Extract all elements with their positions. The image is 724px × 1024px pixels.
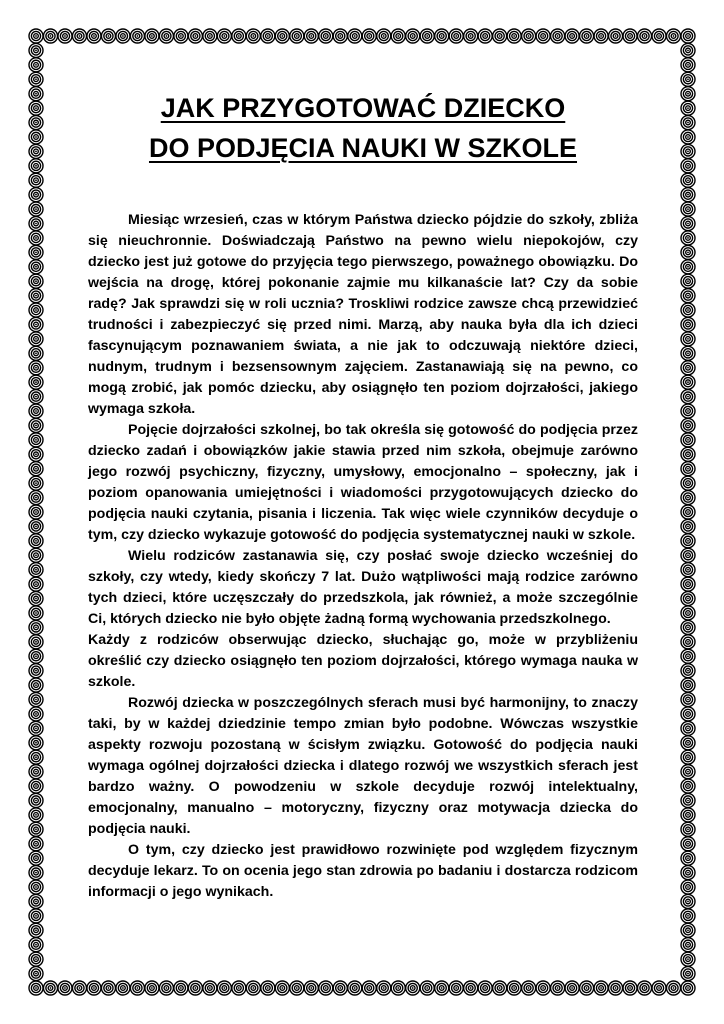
border-spiral-icon [681,793,695,807]
border-spiral-icon [609,29,623,43]
border-spiral-icon [29,534,43,548]
border-spiral-icon [609,981,623,995]
border-spiral-icon [681,130,695,144]
border-spiral-icon [435,981,449,995]
border-spiral-icon [348,981,362,995]
title-line-1: JAK PRZYGOTOWAĆ DZIECKO [160,93,566,123]
border-spiral-icon [29,894,43,908]
border-spiral-icon [29,707,43,721]
border-spiral-icon [681,938,695,952]
border-spiral-icon [667,29,681,43]
border-spiral-icon [319,981,333,995]
border-spiral-icon [87,29,101,43]
border-spiral-icon [652,981,666,995]
border-spiral-icon [29,563,43,577]
border-spiral-icon [29,793,43,807]
border-spiral-icon [377,981,391,995]
border-spiral-icon [29,592,43,606]
border-spiral-icon [29,606,43,620]
border-spiral-icon [72,29,86,43]
border-spiral-icon [29,390,43,404]
border-spiral-icon [391,981,405,995]
border-spiral-icon [681,116,695,130]
border-spiral-icon [681,721,695,735]
border-spiral-icon [681,58,695,72]
border-spiral-icon [478,29,492,43]
border-spiral-icon [29,447,43,461]
border-spiral-icon [232,29,246,43]
border-spiral-icon [43,29,57,43]
border-spiral-icon [681,260,695,274]
border-spiral-icon [29,303,43,317]
border-spiral-icon [681,101,695,115]
border-spiral-icon [681,635,695,649]
border-spiral-icon [594,29,608,43]
border-spiral-icon [261,29,275,43]
border-spiral-icon [29,245,43,259]
border-spiral-icon [29,736,43,750]
border-spiral-icon [493,981,507,995]
border-spiral-icon [29,519,43,533]
border-spiral-icon [681,736,695,750]
border-spiral-icon [681,159,695,173]
border-spiral-icon [536,981,550,995]
border-spiral-icon [145,981,159,995]
border-spiral-icon [362,29,376,43]
border-spiral-icon [29,188,43,202]
paragraph-parent-observation: Każdy z rodziców obserwując dziecko, słuchając go, może w przybliżeniu określić czy dziecko osiągnęło ten poziom dojrzałości, którego wymaga nauka w szkole. [88,632,638,690]
border-spiral-icon [29,664,43,678]
border-spiral-icon [681,909,695,923]
border-spiral-icon [681,274,695,288]
border-spiral-icon [377,29,391,43]
border-spiral-icon [87,981,101,995]
border-spiral-icon [681,29,695,43]
border-spiral-icon [681,245,695,259]
border-spiral-icon [29,87,43,101]
border-spiral-icon [29,693,43,707]
border-spiral-icon [348,29,362,43]
border-spiral-icon [29,274,43,288]
border-spiral-icon [638,981,652,995]
border-spiral-icon [29,808,43,822]
border-spiral-icon [681,375,695,389]
border-spiral-icon [681,476,695,490]
border-spiral-icon [319,29,333,43]
paragraph-early-school: Wielu rodziców zastanawia się, czy posłać swoje dziecko wcześniej do szkoły, czy wtedy, kiedy skończy 7 lat. Dużo wątpliwości mają rodzice zarówno tych dzieci, które uczęszczały do przedszkola, jak również, a może szczególnie Ci, których dziecko nie było objęte żadną formą wychowania przedszkolnego. [88,548,638,627]
border-spiral-icon [681,317,695,331]
border-spiral-icon [261,981,275,995]
border-spiral-icon [681,664,695,678]
border-spiral-icon [681,346,695,360]
border-spiral-icon [29,462,43,476]
border-spiral-icon [203,29,217,43]
border-spiral-icon [29,967,43,981]
border-spiral-icon [580,29,594,43]
border-spiral-icon [681,390,695,404]
border-spiral-icon [29,909,43,923]
border-spiral-icon [304,981,318,995]
border-spiral-icon [681,880,695,894]
border-spiral-icon [217,29,231,43]
border-spiral-icon [391,29,405,43]
border-spiral-icon [420,29,434,43]
border-spiral-icon [29,29,43,43]
border-spiral-icon [29,880,43,894]
border-spiral-icon [623,29,637,43]
border-spiral-icon [681,462,695,476]
border-spiral-icon [681,620,695,634]
border-spiral-icon [681,217,695,231]
border-spiral-icon [29,260,43,274]
border-spiral-icon [551,29,565,43]
border-spiral-icon [101,29,115,43]
border-spiral-icon [29,116,43,130]
border-spiral-icon [681,894,695,908]
border-spiral-icon [681,563,695,577]
border-spiral-icon [536,29,550,43]
page-title [88,88,638,168]
border-spiral-icon [29,58,43,72]
border-spiral-icon [652,29,666,43]
border-spiral-icon [681,548,695,562]
border-spiral-icon [681,173,695,187]
border-spiral-icon [159,981,173,995]
border-spiral-icon [681,649,695,663]
border-spiral-icon [681,491,695,505]
border-spiral-icon [493,29,507,43]
border-spiral-icon [362,981,376,995]
border-spiral-icon [522,981,536,995]
border-spiral-icon [29,418,43,432]
border-spiral-icon [29,433,43,447]
border-spiral-icon [29,361,43,375]
border-spiral-icon [681,765,695,779]
border-spiral-icon [464,981,478,995]
border-spiral-icon [29,217,43,231]
border-spiral-icon [681,779,695,793]
border-spiral-icon [623,981,637,995]
border-spiral-icon [594,981,608,995]
border-spiral-icon [29,765,43,779]
document-content [88,88,638,903]
border-spiral-icon [449,29,463,43]
border-spiral-icon [29,231,43,245]
border-spiral-icon [681,750,695,764]
border-spiral-icon [29,938,43,952]
title-line-2: DO PODJĘCIA NAUKI W SZKOLE [148,133,578,163]
border-spiral-icon [681,361,695,375]
border-spiral-icon [464,29,478,43]
border-spiral-icon [681,981,695,995]
border-spiral-icon [130,29,144,43]
border-spiral-icon [681,303,695,317]
border-spiral-icon [333,29,347,43]
border-spiral-icon [29,491,43,505]
border-spiral-icon [174,981,188,995]
border-spiral-icon [29,505,43,519]
border-spiral-icon [29,173,43,187]
paragraph-physical-development: O tym, czy dziecko jest prawidłowo rozwinięte pod względem fizycznym decyduje lekarz. To on ocenia jego stan zdrowia po badaniu i dostarcza rodzicom informacji o jego wynikach. [88,842,638,900]
border-spiral-icon [29,822,43,836]
border-spiral-icon [681,851,695,865]
border-spiral-icon [29,404,43,418]
border-spiral-icon [29,649,43,663]
border-spiral-icon [681,87,695,101]
border-spiral-icon [681,202,695,216]
border-spiral-icon [29,635,43,649]
border-spiral-icon [29,577,43,591]
border-spiral-icon [681,808,695,822]
border-spiral-icon [681,952,695,966]
border-spiral-icon [29,332,43,346]
border-spiral-icon [203,981,217,995]
border-spiral-icon [29,101,43,115]
border-spiral-icon [638,29,652,43]
border-spiral-icon [29,317,43,331]
border-spiral-icon [435,29,449,43]
border-spiral-icon [478,981,492,995]
border-spiral-icon [681,418,695,432]
border-spiral-icon [72,981,86,995]
border-spiral-icon [681,519,695,533]
border-spiral-icon [29,43,43,57]
border-spiral-icon [681,837,695,851]
border-spiral-icon [580,981,594,995]
border-spiral-icon [29,620,43,634]
border-spiral-icon [406,29,420,43]
border-spiral-icon [174,29,188,43]
border-spiral-icon [29,923,43,937]
border-spiral-icon [159,29,173,43]
border-spiral-icon [116,29,130,43]
border-spiral-icon [420,981,434,995]
border-spiral-icon [565,29,579,43]
border-spiral-icon [29,72,43,86]
border-spiral-icon [333,981,347,995]
border-spiral-icon [29,289,43,303]
border-spiral-icon [29,346,43,360]
border-spiral-icon [29,952,43,966]
border-spiral-icon [290,29,304,43]
border-spiral-icon [290,981,304,995]
border-spiral-icon [681,693,695,707]
border-spiral-icon [681,404,695,418]
border-spiral-icon [29,837,43,851]
border-spiral-icon [188,29,202,43]
border-spiral-icon [507,981,521,995]
border-spiral-icon [29,779,43,793]
border-spiral-icon [232,981,246,995]
border-spiral-icon [29,678,43,692]
border-spiral-icon [304,29,318,43]
border-spiral-icon [29,851,43,865]
border-spiral-icon [58,29,72,43]
border-spiral-icon [29,144,43,158]
border-spiral-icon [275,981,289,995]
border-spiral-icon [29,548,43,562]
border-spiral-icon [681,923,695,937]
border-spiral-icon [522,29,536,43]
border-spiral-icon [217,981,231,995]
border-spiral-icon [681,332,695,346]
paragraph-intro: Miesiąc wrzesień, czas w którym Państwa dziecko pójdzie do szkoły, zbliża się nieuchronnie. Doświadczają Państwo na pewno wielu niepokojów, czy dziecko jest już gotowe do przyjęcia tego pierwszego, poważnego obowiązku. Do wejścia na drogę, której pokonanie zajmie mu kilkanaście lat? Czy da sobie radę? Jak sprawdzi się w roli ucznia? Troskliwi rodzice zawsze chcą przewidzieć trudności i zabezpieczyć się przed nimi. Marzą, aby nauka była dla ich dzieci fascynującym poznawaniem świata, a nie jak to odczuwają niektóre dzieci, nudnym, trudnym i bezsensownym zajęciem. Zastanawiają się na pewno, co mogą zrobić, jak pomóc dziecku, aby osiągnęło ten poziom dojrzałości, jakiego wymaga szkoła. [88,212,638,417]
border-spiral-icon [188,981,202,995]
border-spiral-icon [681,534,695,548]
border-spiral-icon [29,981,43,995]
border-spiral-icon [116,981,130,995]
border-spiral-icon [29,159,43,173]
border-spiral-icon [681,289,695,303]
border-spiral-icon [565,981,579,995]
border-spiral-icon [681,678,695,692]
paragraph-school-readiness: Pojęcie dojrzałości szkolnej, bo tak określa się gotowość do podjęcia przez dziecko zadań i obowiązków jakie stawia przed nim szkoła, obejmuje zarówno jego rozwój psychiczny, fizyczny, umysłowy, emocjonalno – społeczny, jak i poziom opanowania umiejętności i wiadomości przygotowujących dziecko do podjęcia nauki czytania, pisania i liczenia. Tak więc wiele czynników decyduje o tym, czy dziecko wykazuje gotowość do podjęcia systematycznej nauki w szkole. [88,422,638,543]
border-spiral-icon [29,476,43,490]
border-spiral-icon [681,577,695,591]
border-spiral-icon [507,29,521,43]
border-spiral-icon [681,433,695,447]
border-spiral-icon [29,130,43,144]
border-spiral-icon [681,606,695,620]
border-spiral-icon [681,592,695,606]
border-spiral-icon [29,750,43,764]
border-spiral-icon [667,981,681,995]
border-spiral-icon [29,721,43,735]
border-spiral-icon [130,981,144,995]
border-spiral-icon [145,29,159,43]
border-spiral-icon [43,981,57,995]
border-spiral-icon [246,29,260,43]
border-spiral-icon [406,981,420,995]
border-spiral-icon [246,981,260,995]
border-spiral-icon [58,981,72,995]
border-spiral-icon [551,981,565,995]
border-spiral-icon [681,231,695,245]
border-spiral-icon [29,202,43,216]
border-spiral-icon [29,866,43,880]
border-spiral-icon [101,981,115,995]
border-spiral-icon [681,43,695,57]
border-spiral-icon [681,447,695,461]
border-spiral-icon [681,967,695,981]
border-spiral-icon [449,981,463,995]
border-spiral-icon [29,375,43,389]
border-spiral-icon [681,822,695,836]
border-spiral-icon [681,505,695,519]
border-spiral-icon [681,72,695,86]
border-spiral-icon [681,144,695,158]
border-spiral-icon [681,707,695,721]
border-spiral-icon [275,29,289,43]
paragraph-harmonious-development: Rozwój dziecka w poszczególnych sferach musi być harmonijny, to znaczy taki, by w każdej dziedzinie tempo zmian było podobne. Wówczas wszystkie aspekty rozwoju pozostaną w ścisłym związku. Gotowość do podjęcia nauki wymaga ogólnej dojrzałości dziecka i dlatego rozwój we wszystkich sferach jest bardzo ważny. O powodzeniu w szkole decyduje rozwój intelektualny, emocjonalny, manualno – motoryczny, fizyczny oraz motywacja dziecka do podjęcia nauki. [88,695,638,837]
border-spiral-icon [681,866,695,880]
border-spiral-icon [681,188,695,202]
